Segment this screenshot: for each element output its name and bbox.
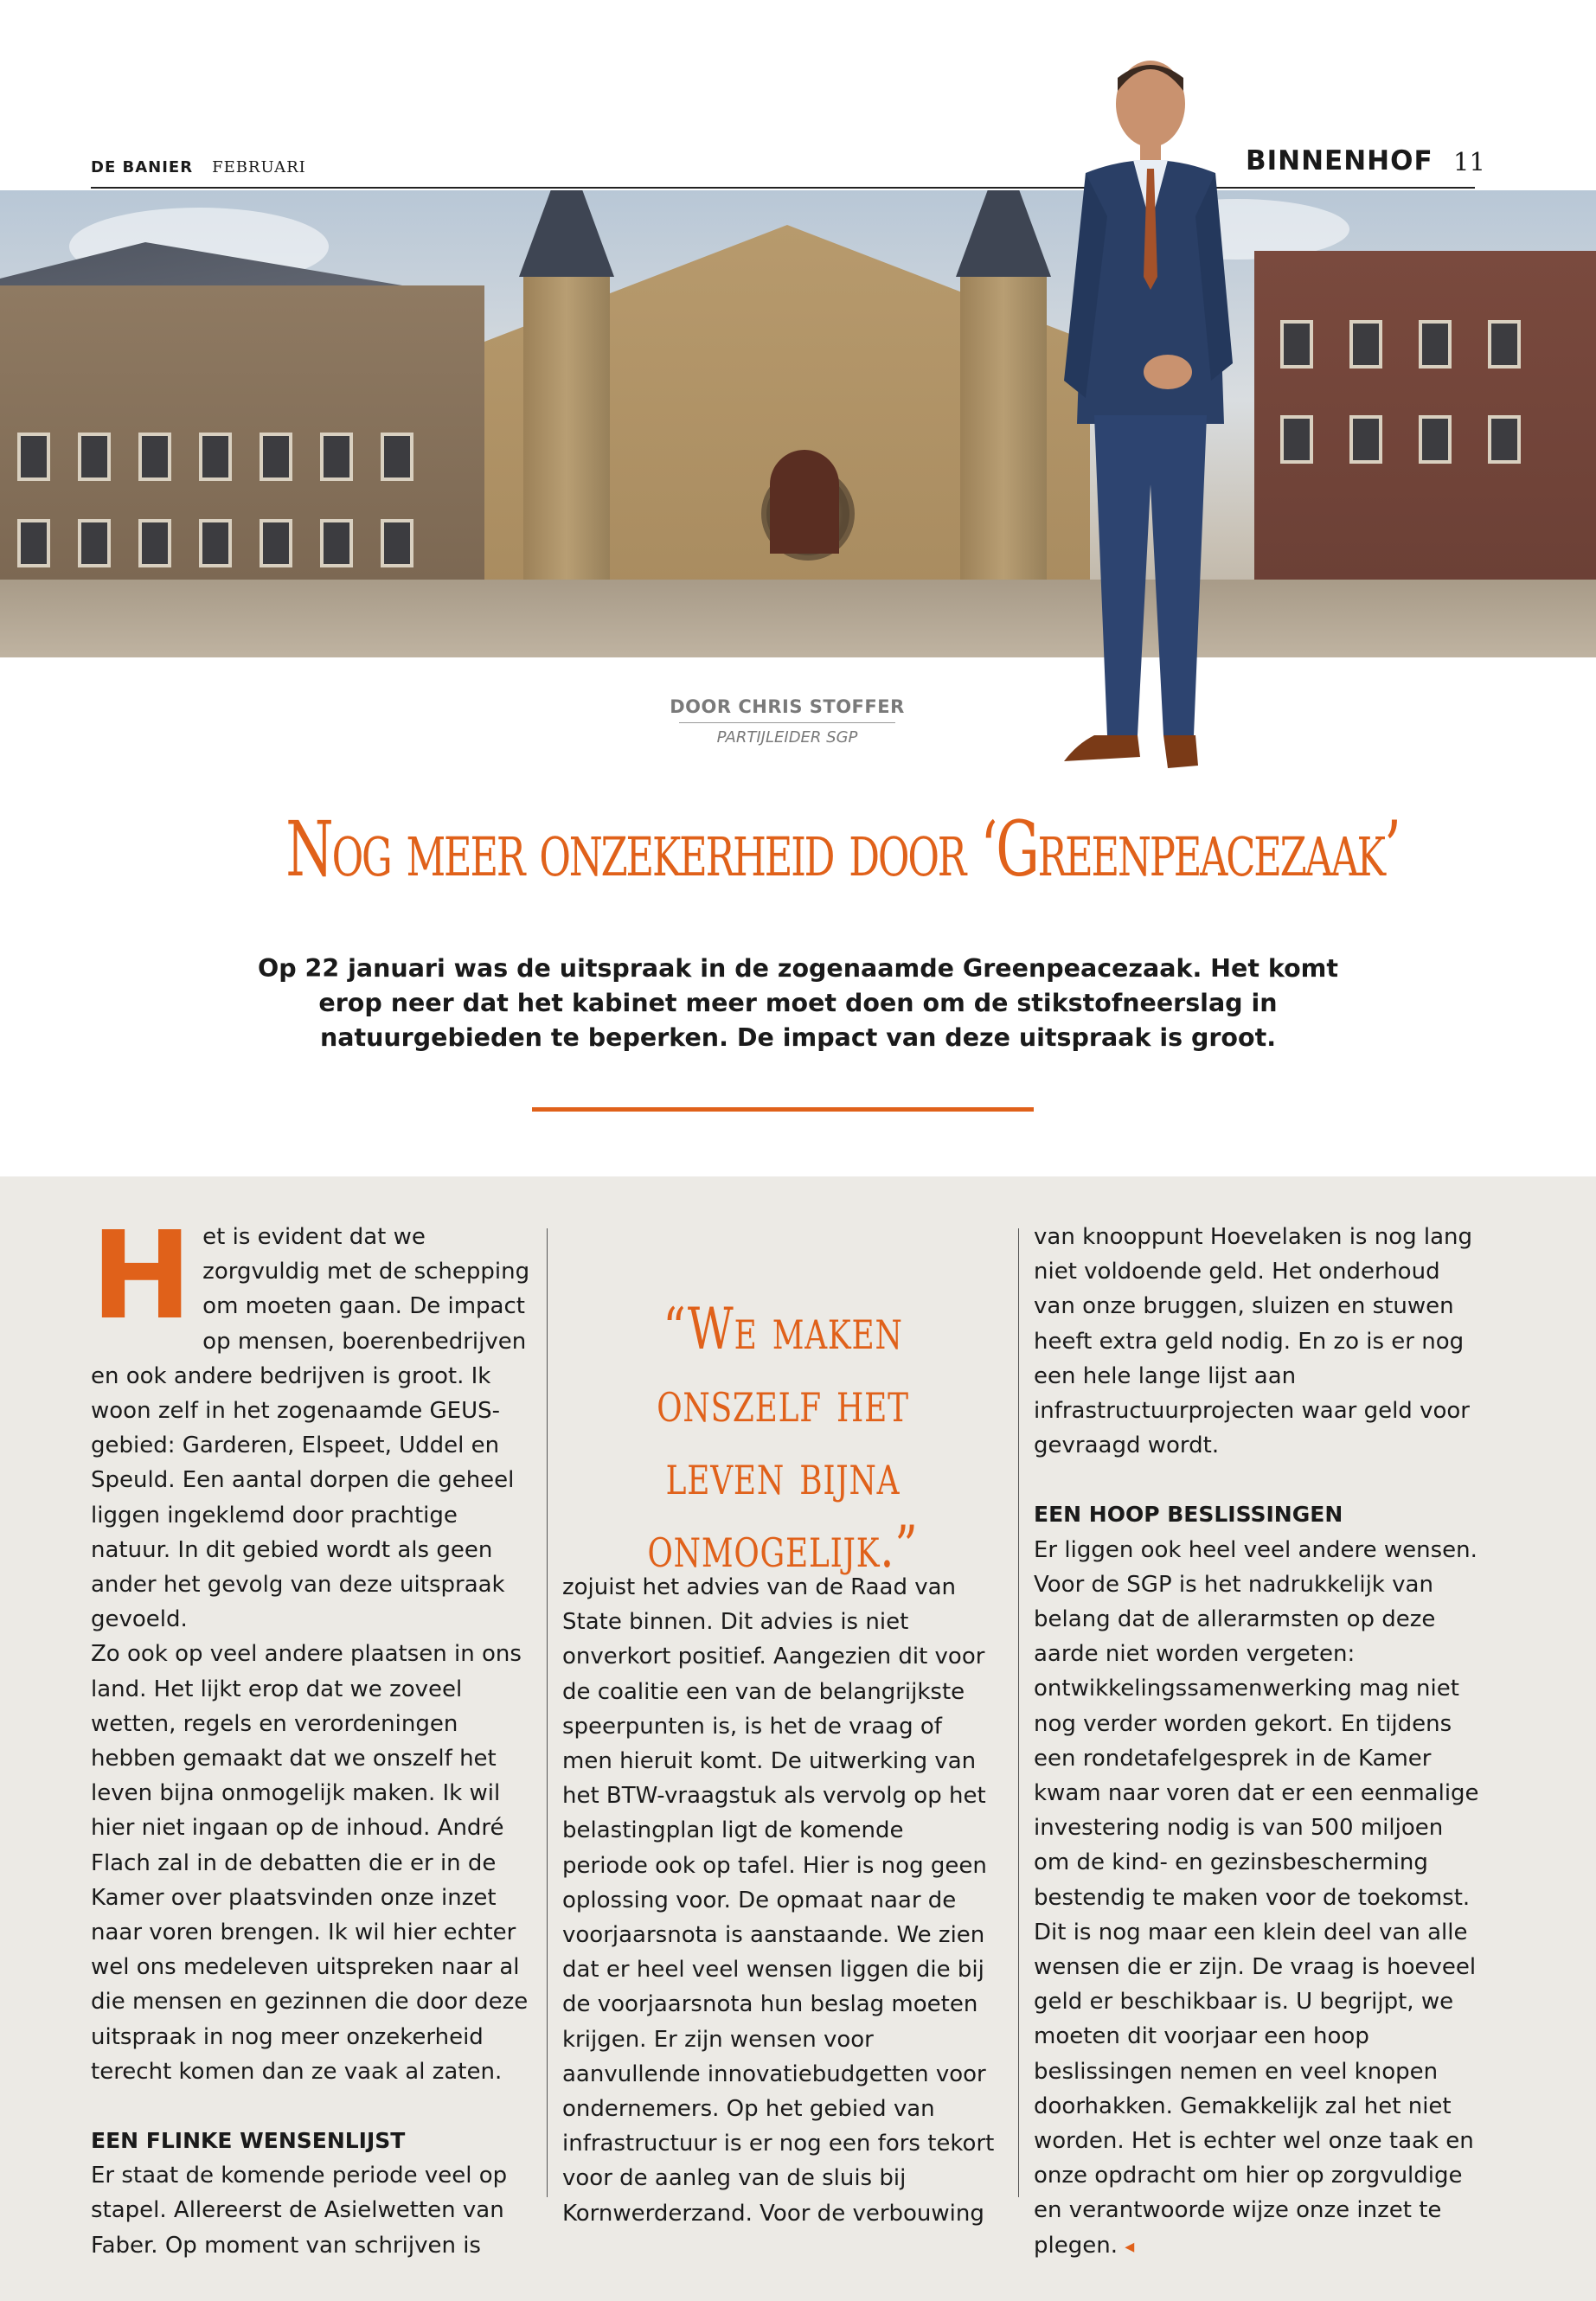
article-column-1 bbox=[91, 1206, 541, 2263]
paragraph: Er staat de komende periode veel op stapel. Allereerst de Asielwetten van Faber. Op moment van schrijven is bbox=[91, 2163, 508, 2259]
paragraph-text: et is evident dat we zorgvuldig met de schepping om moeten gaan. De impact op mensen, boerenbedrijven en ook andere bedrijven is groot. Ik woon zelf in het zogenaamde GEUS-gebied: Garderen, Elspeet, Uddel en Speuld. Een aantal dorpen die geheel liggen ingeklemd door prachtige natuur. In dit gebied wordt als geen ander het gevolg van deze uitspraak gevoeld. bbox=[91, 1224, 530, 1633]
byline bbox=[657, 696, 917, 747]
article-intro: Op 22 januari was de uitspraak in de zogenaamde Greenpeacezaak. Het komt erop neer dat het kabinet meer moet doen om de stikstofneerslag in natuurgebieden te beperken. De impact van deze uitspraak is groot. bbox=[257, 954, 1339, 1052]
section-title: BINNENHOF bbox=[1246, 145, 1433, 176]
header-rule bbox=[91, 187, 1475, 189]
paragraph: Zo ook op veel andere plaatsen in ons land. Het lijkt erop dat we zoveel wetten, regels en verordeningen hebben gemaakt dat we onszelf het leven bijna onmogelijk maken. Ik wil hier niet ingaan op de inhoud. André Flach zal in de debatten die er in de Kamer over plaatsvinden onze inzet naar voren brengen. Ik wil hier echter wel ons medeleven uitspreken naar al die mensen en gezinnen die door deze uitspraak in nog meer onzekerheid terecht komen dan ze vaak al zaten. bbox=[91, 1641, 529, 2085]
running-header-left bbox=[91, 158, 306, 176]
author-portrait bbox=[1047, 52, 1246, 787]
column-divider bbox=[547, 1228, 548, 2197]
subheading: EEN FLINKE WENSENLIJST bbox=[91, 2128, 406, 2154]
issue-month: FEBRUARI bbox=[212, 158, 306, 176]
intro-rule bbox=[532, 1107, 1034, 1112]
paragraph bbox=[91, 1206, 541, 1637]
binnenhof-photo bbox=[0, 190, 1596, 657]
author-role: PARTIJLEIDER SGP bbox=[716, 728, 858, 747]
article-column-3 bbox=[1034, 1220, 1484, 2265]
author-name: DOOR CHRIS STOFFER bbox=[670, 696, 905, 717]
paragraph: van knooppunt Hoevelaken is nog lang niet voldoende geld. Het onderhoud van onze bruggen, sluizen en stuwen heeft extra geld nodig. En zo is er nog een hele lange lijst aan infrastructuurprojecten waar geld voor gevraagd wordt. bbox=[1034, 1224, 1473, 1459]
publication-name: DE BANIER bbox=[91, 158, 194, 176]
pull-quote: “We maken onszelf het leven bijna onmogelijk.” bbox=[647, 1296, 919, 1580]
column-divider bbox=[1018, 1228, 1019, 2197]
paragraph: zojuist het advies van de Raad van State binnen. Dit advies is niet onverkort positief. Aangezien dit voor de coalitie een van de belangrijkste speerpunten is, is het de vraag of men hieruit komt. De uitwerking van het BTW-vraagstuk als vervolg op het belastingplan ligt de komende periode ook op tafel. Hier is nog geen oplossing voor. De opmaat naar de voorjaarsnota is aanstaande. We zien dat er heel veel wensen liggen die bij de voorjaarsnota hun beslag moeten krijgen. Er zijn wensen voor aanvullende innovatiebudgetten voor ondernemers. Op het gebied van infrastructuur is er nog een fors tekort voor de aanleg van de sluis bij Kornwerderzand. Voor de verbouwing bbox=[562, 1574, 995, 2227]
page-number: 11 bbox=[1453, 147, 1485, 176]
article-title: Nog meer onzekerheid door ‘Greenpeacezaak’ bbox=[285, 804, 1400, 894]
drop-cap: H bbox=[91, 1206, 193, 1347]
paragraph bbox=[1034, 1533, 1484, 2265]
article-column-2 bbox=[562, 1570, 995, 2231]
end-mark-icon: ◂ bbox=[1125, 2235, 1135, 2258]
subheading: EEN HOOP BESLISSINGEN bbox=[1034, 1502, 1343, 1528]
paragraph-text: Er liggen ook heel veel andere wensen. Voor de SGP is het nadrukkelijk van belang dat de allerarmsten op deze aarde niet worden vergeten: ontwikkelingssamenwerking mag niet nog verder worden gekort. En tijdens een rondetafelgesprek in de Kamer kwam naar voren dat er een eenmalige investering nodig is van 500 miljoen om de kind- en gezinsbescherming bestendig te maken voor de toekomst. Dit is nog maar een klein deel van alle wensen die er zijn. De vraag is hoeveel geld er beschikbaar is. U begrijpt, we moeten dit voorjaar een hoop beslissingen nemen en veel knopen doorhakken. Gemakkelijk zal het niet worden. Het is echter wel onze taak en onze opdracht om hier op zorgvuldige en verantwoorde wijze onze inzet te plegen. bbox=[1034, 1536, 1479, 2259]
byline-rule bbox=[679, 722, 895, 723]
